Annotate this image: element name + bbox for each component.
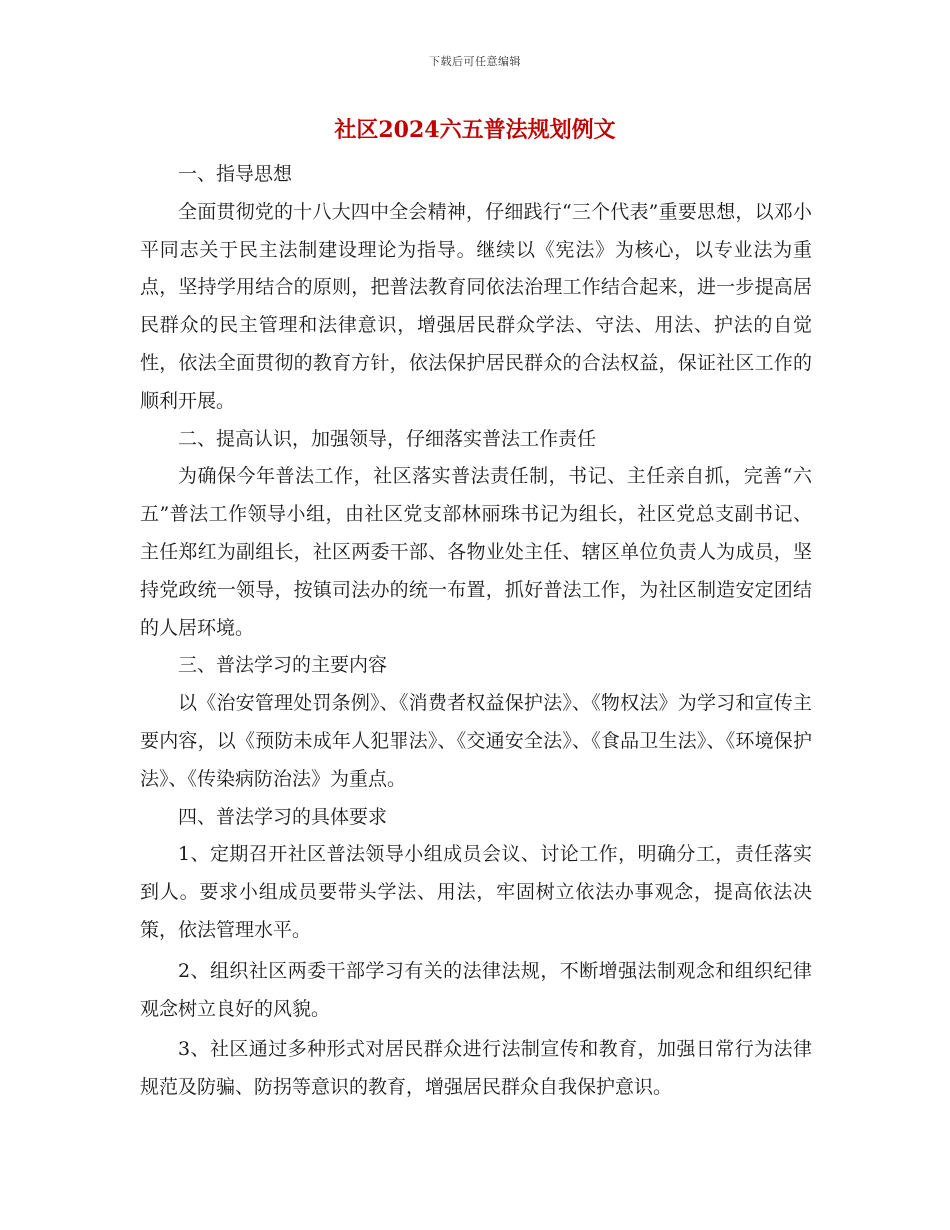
- section-1-paragraph-1: 全面贯彻党的十八大四中全会精神，仔细践行“三个代表”重要思想，以邓小平同志关于民主法制建设理论为指导。继续以《宪法》为核心，以专业法为重点，坚持学用结合的原则，把普法教育同依法治理工作结合起来，进一步提高居民群众的民主管理和法律意识，增强居民群众学法、守法、用法、护法的自觉性，依法全面贯彻的教育方针，依法保护居民群众的合法权益，保证社区工作的顺利开展。: [140, 200, 812, 412]
- document-title: 社区2024六五普法规划例文: [334, 117, 616, 143]
- section-heading-3: 三、普法学习的主要内容: [178, 654, 388, 677]
- section-heading-4: 四、普法学习的具体要求: [178, 805, 388, 828]
- document-body: [140, 156, 812, 1107]
- section-2-paragraph-1: 为确保今年普法工作，社区落实普法责任制，书记、主任亲自抓，完善“六五”普法工作领导小组，由社区党支部林丽珠书记为组长，社区党总支副书记、主任郑红为副组长，社区两委干部、各物业处主任、辖区单位负责人为成员，坚持党政统一领导，按镇司法办的统一布置，抓好普法工作，为社区制造安定团结的人居环境。: [140, 465, 812, 639]
- section-4-paragraph-1: 1、定期召开社区普法领导小组成员会议、讨论工作，明确分工，责任落实到人。要求小组成员要带头学法、用法，牢固树立依法办事观念，提高依法决策，依法管理水平。: [140, 843, 812, 941]
- section-heading-1: 一、指导思想: [178, 163, 293, 185]
- section-4-paragraph-2: 2、组织社区两委干部学习有关的法律法规，不断增强法制观念和组织纪律观念树立良好的风貌。: [140, 959, 812, 1020]
- section-4-paragraph-3: 3、社区通过多种形式对居民群众进行法制宣传和教育，加强日常行为法律规范及防骗、防拐等意识的教育，增强居民群众自我保护意识。: [140, 1038, 812, 1099]
- page-header: 下载后可任意编辑: [429, 55, 521, 68]
- section-3-paragraph-1: 以《治安管理处罚条例》、《消费者权益保护法》、《物权法》为学习和宣传主要内容，以《预防未成年人犯罪法》、《交通安全法》、《食品卫生法》、《环境保护法》、《传染病防治法》为重点。: [140, 692, 812, 790]
- section-heading-2: 二、提高认识，加强领导，仔细落实普法工作责任: [178, 427, 597, 450]
